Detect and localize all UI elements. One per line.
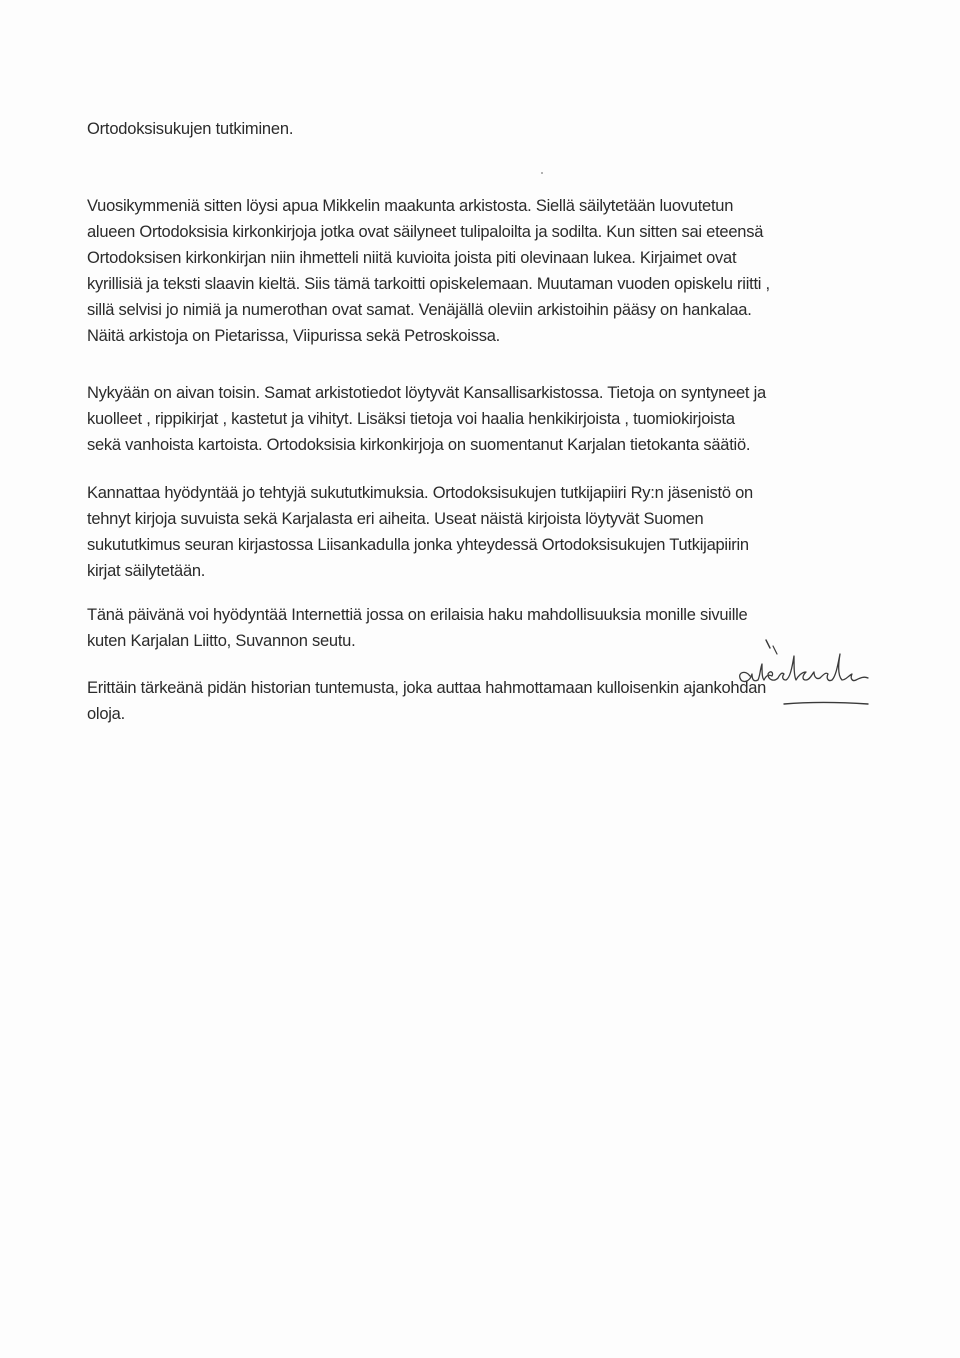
paragraph-line: oloja. — [87, 705, 125, 723]
paragraph-line: kyrillisiä ja teksti slaavin kieltä. Siis tämä tarkoitti opiskelemaan. Muutaman vuoden opiskelu riitti , — [87, 275, 770, 293]
paragraph-2 — [87, 380, 877, 458]
paragraph-line: Erittäin tärkeänä pidän historian tuntemusta, joka auttaa hahmottamaan kulloisenkin ajankohdan — [87, 679, 767, 697]
paragraph-line: kirjat säilytetään. — [87, 562, 206, 580]
paragraph-line: kuten Karjalan Liitto, Suvannon seutu. — [87, 632, 356, 650]
handwritten-correction — [728, 636, 888, 716]
paragraph-line: Kannattaa hyödyntää jo tehtyjä sukututkimuksia. Ortodoksisukujen tutkijapiiri Ry:n jäsenistö on — [87, 484, 753, 502]
document-title: Ortodoksisukujen tutkiminen. — [87, 120, 294, 138]
paragraph-line: Ortodoksisen kirkonkirjan niin ihmetteli niitä kuvioita joista piti olevinaan lukea. Kirjaimet ovat — [87, 249, 737, 267]
paragraph-line: tehnyt kirjoja suvuista sekä Karjalasta eri aiheita. Useat näistä kirjoista löytyvät Suomen — [87, 510, 704, 528]
paragraph-line: sekä vanhoista kartoista. Ortodoksisia kirkonkirjoja on suomentanut Karjalan tietokanta säätiö. — [87, 436, 751, 454]
paper-speck — [541, 172, 543, 174]
paragraph-1 — [87, 193, 877, 349]
paragraph-line: Nykyään on aivan toisin. Samat arkistotiedot löytyvät Kansallisarkistossa. Tietoja on syntyneet ja — [87, 384, 766, 402]
paragraph-line: Vuosikymmeniä sitten löysi apua Mikkelin maakunta arkistosta. Siellä säilytetään luovutetun — [87, 197, 734, 215]
paragraph-line: Näitä arkistoja on Pietarissa, Viipurissa sekä Petroskoissa. — [87, 327, 500, 345]
paragraph-line: alueen Ortodoksisia kirkonkirjoja jotka ovat säilyneet tulipaloilta ja sodilta. Kun sitten sai eteensä — [87, 223, 764, 241]
paragraph-line: sillä selvisi jo nimiä ja numerothan ovat samat. Venäjällä oleviin arkistoihin pääsy on hankalaa. — [87, 301, 752, 319]
paragraph-line: sukututkimus seuran kirjastossa Liisankadulla jonka yhteydessä Ortodoksisukujen Tutkijapiirin — [87, 536, 749, 554]
paragraph-3 — [87, 480, 877, 584]
paragraph-line: kuolleet , rippikirjat , kastetut ja vihityt. Lisäksi tietoja voi haalia henkikirjoista , tuomiokirjoista — [87, 410, 735, 428]
paragraph-line: Tänä päivänä voi hyödyntää Internettiä jossa on erilaisia haku mahdollisuuksia monille sivuille — [87, 606, 748, 624]
handwritten-word-drawing — [728, 636, 888, 716]
